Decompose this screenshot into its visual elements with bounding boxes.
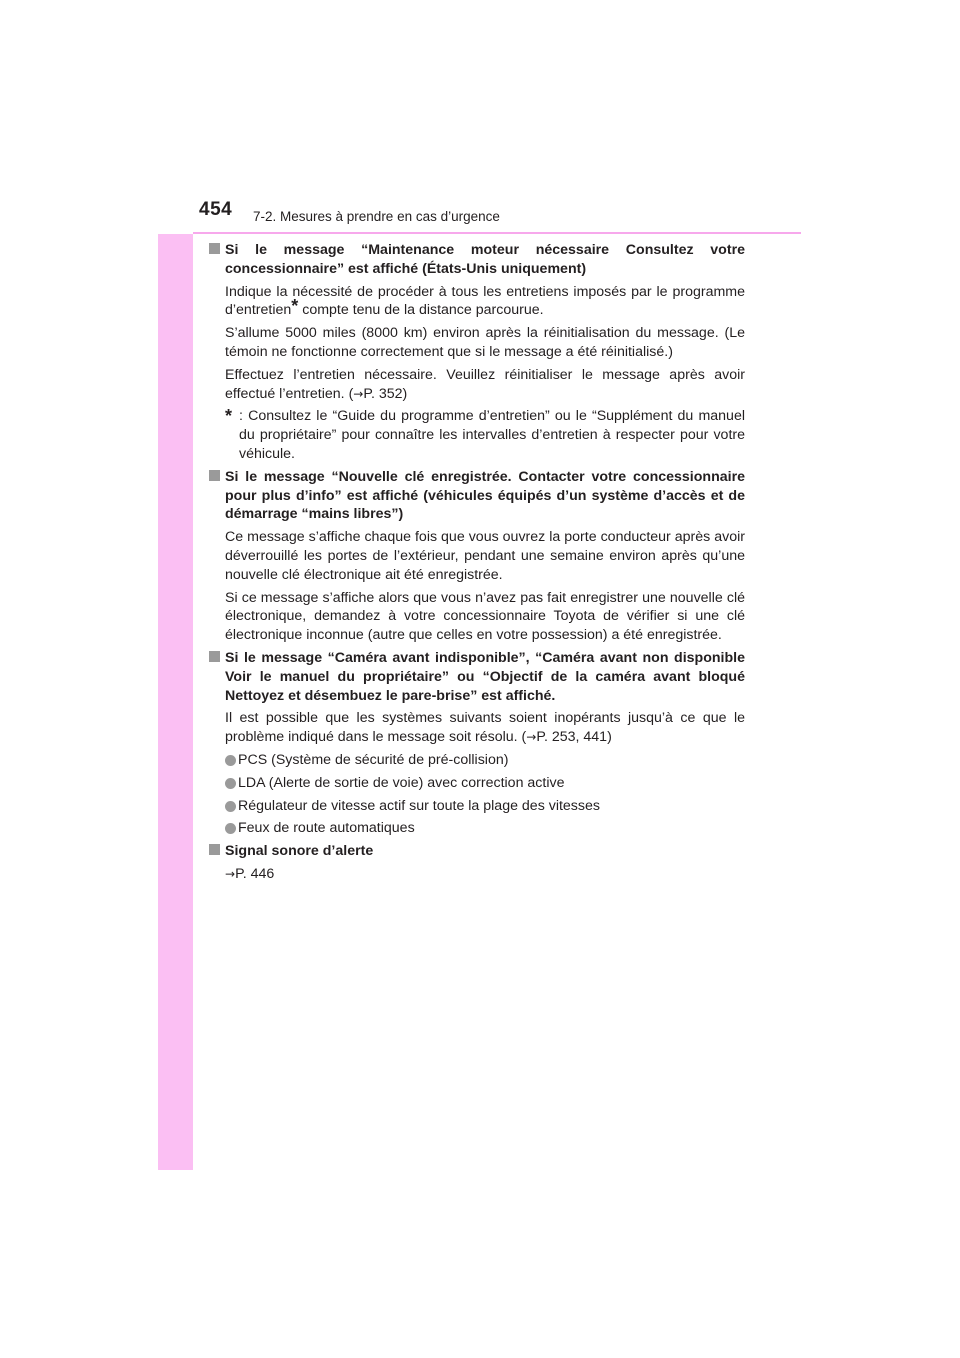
list-item-text: PCS (Système de sécurité de pré-collision) bbox=[238, 751, 509, 768]
list-item bbox=[209, 751, 745, 770]
list-item bbox=[209, 774, 745, 793]
paragraph: S’allume 5000 miles (8000 km) environ après la réinitialisation du message. (Le témoin ne fonctionne correctement que si le message a été réinitialisé.) bbox=[225, 325, 745, 360]
section-heading-alert-sound bbox=[209, 842, 745, 861]
list-item-text: Feux de route automatiques bbox=[238, 820, 415, 837]
page-reference-link[interactable]: P. 446 bbox=[235, 865, 275, 882]
section-heading-maintenance bbox=[209, 241, 745, 279]
square-bullet-icon bbox=[209, 844, 220, 855]
paragraph: Ce message s’affiche chaque fois que vous ouvrez la porte conducteur après avoir déverrouillé les portes de l’extérieur, pendant une semaine environ après qu’une nouvelle clé électronique ait été enregistrée. bbox=[225, 529, 745, 583]
heading-text: Si le message “Caméra avant indisponible”, “Caméra avant non disponible Voir le manuel du propriétaire” ou “Objectif de la caméra avant bloqué Nettoyez et désembuez le pare-brise” est affiché. bbox=[225, 649, 745, 704]
arrow-icon: → bbox=[526, 730, 537, 745]
paragraph: Si ce message s’affiche alors que vous n’avez pas fait enregistrer une nouvelle clé électronique, demandez à votre concessionnaire Toyota de vérifier si une clé électronique inconnue (autre que celles en votre possession) a été enregistrée. bbox=[225, 589, 745, 644]
paragraph bbox=[209, 865, 745, 884]
section-heading-new-key bbox=[209, 468, 745, 524]
circle-bullet-icon bbox=[225, 801, 236, 812]
paragraph-text: Indique la nécessité de procéder à tous les entretiens imposés par le programme d’entretien bbox=[225, 283, 745, 319]
section-title: 7-2. Mesures à prendre en cas d’urgence bbox=[253, 209, 500, 224]
paragraph bbox=[209, 709, 745, 747]
page-reference-link[interactable]: P. 352) bbox=[363, 385, 408, 402]
heading-text: Si le message “Maintenance moteur nécessaire Consultez votre concessionnaire” est affiché (États-Unis uniquement) bbox=[225, 242, 745, 277]
list-item-text: LDA (Alerte de sortie de voie) avec correction active bbox=[238, 774, 565, 791]
paragraph-text: Il est possible que les systèmes suivants soient inopérants jusqu’à ce que le problème indiqué dans le message soit résolu. ( bbox=[225, 710, 745, 746]
footnote-text: : Consultez le “Guide du programme d’entretien” ou le “Supplément du manuel du propriétaire” pour connaître les intervalles d’entretien à respecter pour votre véhicule. bbox=[239, 408, 745, 462]
page-reference-link[interactable]: P. 253, 441) bbox=[536, 729, 612, 746]
heading-text: Si le message “Nouvelle clé enregistrée. Contacter votre concessionnaire pour plus d’info” est affiché (véhicules équipés d’un système d’accès et de démarrage “mains libres”) bbox=[225, 468, 745, 523]
paragraph bbox=[209, 366, 745, 404]
page-content bbox=[209, 241, 745, 888]
footnote bbox=[209, 407, 745, 463]
square-bullet-icon bbox=[209, 651, 220, 662]
footnote-asterisk: * bbox=[225, 406, 233, 427]
asterisk-mark: * bbox=[291, 296, 299, 317]
circle-bullet-icon bbox=[225, 778, 236, 789]
header-rule bbox=[193, 232, 801, 234]
list-item bbox=[209, 819, 745, 838]
square-bullet-icon bbox=[209, 470, 220, 481]
square-bullet-icon bbox=[209, 243, 220, 254]
section-heading-camera bbox=[209, 649, 745, 705]
paragraph-text: compte tenu de la distance parcourue. bbox=[298, 302, 544, 319]
arrow-icon: → bbox=[353, 386, 364, 401]
paragraph-text: Effectuez l’entretien nécessaire. Veuillez réinitialiser le message après avoir effectué l’entretien. ( bbox=[225, 366, 745, 402]
chapter-side-band bbox=[158, 186, 193, 1170]
list-item-text: Régulateur de vitesse actif sur toute la plage des vitesses bbox=[238, 797, 600, 814]
arrow-icon: → bbox=[225, 866, 236, 881]
heading-text: Signal sonore d’alerte bbox=[225, 843, 374, 860]
circle-bullet-icon bbox=[225, 755, 236, 766]
page-number: 454 bbox=[199, 199, 233, 220]
list-item bbox=[209, 797, 745, 816]
paragraph bbox=[209, 283, 745, 321]
circle-bullet-icon bbox=[225, 823, 236, 834]
